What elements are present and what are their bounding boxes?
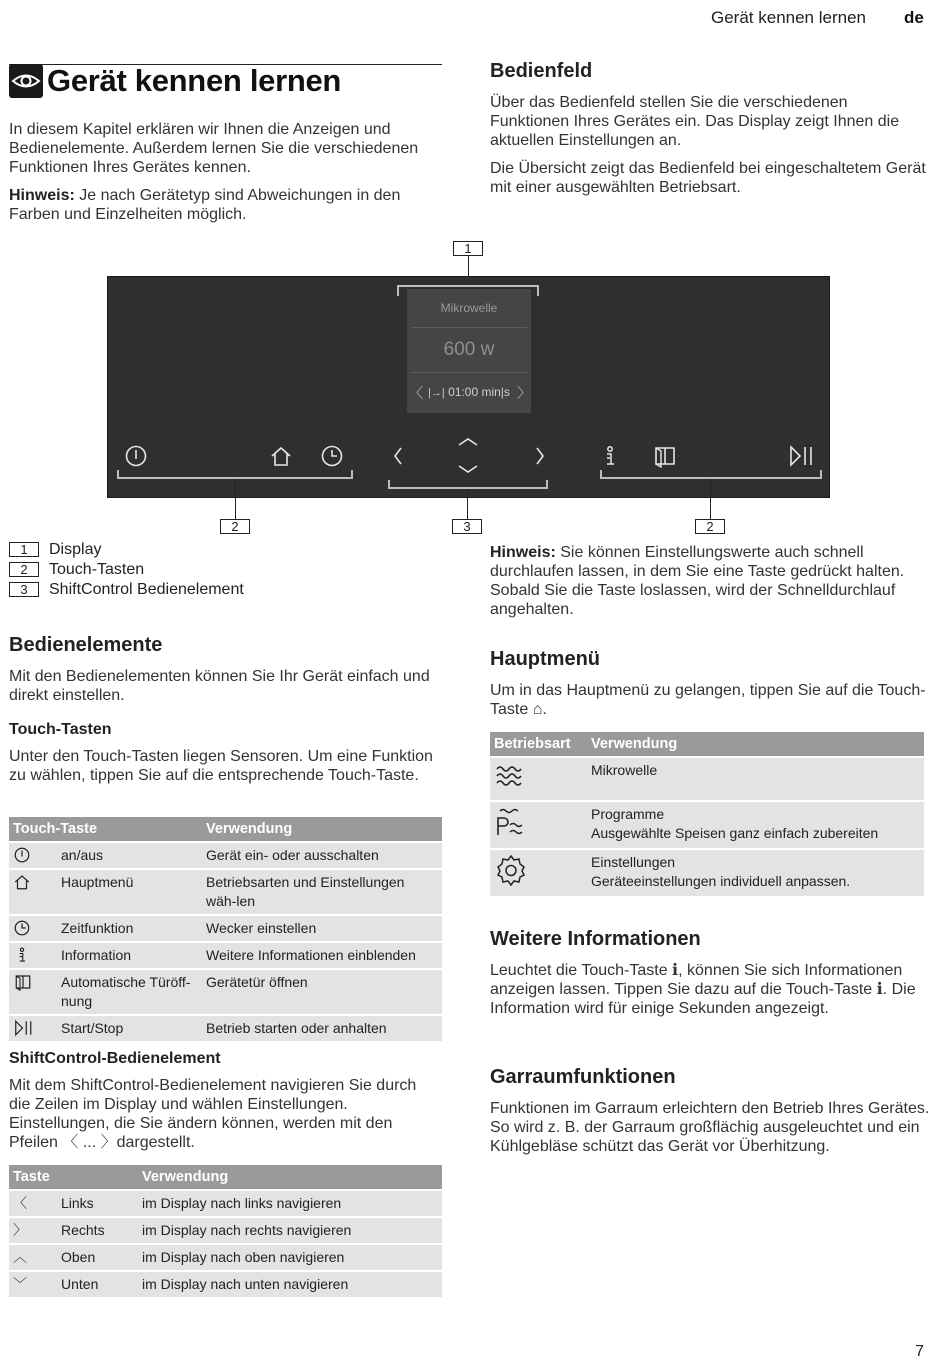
panel-down-arrow-icon[interactable] <box>456 461 480 482</box>
intro-text <box>9 120 442 224</box>
door-icon <box>9 970 57 1014</box>
table-cell: im Display nach oben navigieren <box>138 1245 442 1270</box>
table-cell: im Display nach links navigieren <box>138 1191 442 1216</box>
hauptmenu-heading: Hauptmenü <box>490 648 600 670</box>
table-cell: Links <box>57 1191 138 1216</box>
right-note-label: Hinweis: <box>490 544 556 561</box>
garraum-heading: Garraumfunktionen <box>490 1066 676 1088</box>
table-row <box>9 870 442 914</box>
callout-2a: 2 <box>220 519 250 534</box>
callout-2b-leader <box>710 479 711 519</box>
running-header-title: Gerät kennen lernen <box>711 8 866 27</box>
eye-icon <box>9 64 43 98</box>
table-row <box>490 758 924 800</box>
table-header: Taste <box>9 1165 138 1189</box>
shift-bracket <box>388 480 548 489</box>
weitere-text: Leuchtet die Touch-Taste ℹ, können Sie sich Informationen anzeigen lassen. Tippen Sie dazu auf die Touch-Taste ℹ. Die Information wird für einige Sekunden angezeigt. <box>490 962 916 1017</box>
table-row <box>9 943 442 968</box>
panel-power-icon[interactable] <box>124 444 148 473</box>
weitere-heading: Weitere Informationen <box>490 928 701 950</box>
bedienfeld-heading: Bedienfeld <box>490 60 593 82</box>
table-cell: im Display nach unten navigieren <box>138 1272 442 1297</box>
table-row <box>9 916 442 941</box>
shift-text: Mit dem ShiftControl-Bedienelement navigieren Sie durch die Zeilen im Display und wählen Einstellungen. Einstellungen, die Sie ändern können, werden mit den Pfeilen 〈 ... 〉dargestellt. <box>9 1077 417 1151</box>
legend-item <box>9 541 101 559</box>
table-cell: Gerät ein- oder ausschalten <box>202 843 442 868</box>
table-row <box>9 970 442 1014</box>
table-cell: Automatische Türöff-nung <box>57 970 202 1014</box>
panel-up-arrow-icon[interactable] <box>456 434 480 455</box>
duration-icon: |→| <box>428 387 445 399</box>
callout-2a-leader <box>235 479 236 519</box>
panel-home-icon[interactable] <box>269 444 293 473</box>
note-text: Je nach Gerätetyp sind Abweichungen in den Farben und Einzelheiten möglich. <box>9 187 401 223</box>
display-time-value: 01:00 min|s <box>448 385 510 399</box>
start-stop-icon <box>9 1016 57 1041</box>
callout-2b: 2 <box>695 519 725 534</box>
microwave-icon <box>490 758 587 800</box>
hauptmenu-text: Um in das Hauptmenü zu gelangen, tippen Sie auf die Touch-Taste ⌂. <box>490 682 926 718</box>
garraum-text: Funktionen im Garraum erleichtern den Betrieb Ihres Gerätes. So wird z. B. der Garraum großflächig ausgeleuchtet und ein Kühlgebläse schützt das Gerät vor Überhitzung. <box>490 1100 930 1155</box>
note-label: Hinweis: <box>9 187 75 204</box>
table-cell: Information <box>57 943 202 968</box>
display-mode: Mikrowelle <box>440 301 498 315</box>
legend-label: ShiftControl Bedienelement <box>49 581 244 598</box>
legend-label: Touch-Tasten <box>49 561 145 578</box>
left-arrow-icon: 〈 <box>9 1191 57 1216</box>
touch-table <box>9 815 442 1043</box>
mode-name: Einstellungen <box>591 854 676 870</box>
callout-3: 3 <box>452 519 482 534</box>
bedienfeld-paragraph-1: Über das Bedienfeld stellen Sie die verschiedenen Funktionen Ihres Gerätes ein. Das Display zeigt Ihnen die aktuellen Einstellungen an. <box>490 94 900 149</box>
down-arrow-icon: ﹀ <box>9 1272 57 1297</box>
table-row <box>9 1245 442 1270</box>
callout-3-leader <box>467 489 468 519</box>
panel-left-arrow-icon[interactable] <box>388 444 408 473</box>
table-cell: Betrieb starten oder anhalten <box>202 1016 442 1041</box>
table-header-row <box>9 817 442 841</box>
table-header: Touch-Taste <box>9 817 202 841</box>
panel-door-icon[interactable] <box>652 444 678 473</box>
table-cell: Unten <box>57 1272 138 1297</box>
legend-number: 3 <box>9 582 39 597</box>
table-cell: Rechts <box>57 1218 138 1243</box>
shift-table <box>9 1163 442 1299</box>
intro-paragraph: In diesem Kapitel erklären wir Ihnen die Anzeigen und Bedienelemente. Außerdem lernen Sie die verschiedenen Funktionen Ihres Gerätes kennen. <box>9 121 419 176</box>
display-right-arrow-icon: 〉 <box>517 385 531 401</box>
legend-label: Display <box>49 541 102 558</box>
page-number: 7 <box>915 1343 924 1360</box>
table-row <box>9 843 442 868</box>
shift-heading: ShiftControl-Bedienelement <box>9 1050 221 1067</box>
mode-desc: Geräteeinstellungen individuell anpassen. <box>591 873 851 889</box>
legend-number: 2 <box>9 562 39 577</box>
panel-info-icon[interactable] <box>598 444 622 473</box>
bedienelemente-heading: Bedienelemente <box>9 634 163 656</box>
bedienfeld-text <box>490 93 930 197</box>
clock-icon <box>9 916 57 941</box>
table-header: Verwendung <box>138 1165 442 1189</box>
programs-icon <box>490 802 587 848</box>
table-cell: Wecker einstellen <box>202 916 442 941</box>
touch-bracket-left <box>117 470 353 479</box>
mode-desc: Ausgewählte Speisen ganz einfach zubereiten <box>591 825 879 841</box>
panel-start-stop-icon[interactable] <box>788 444 816 473</box>
info-icon <box>9 943 57 968</box>
display-left-arrow-icon: 〈 <box>409 385 423 401</box>
display-divider-top <box>411 327 527 328</box>
panel-right-arrow-icon[interactable] <box>530 444 550 473</box>
table-header-row <box>9 1165 442 1189</box>
table-cell: Hauptmenü <box>57 870 202 914</box>
bedienfeld-paragraph-2: Die Übersicht zeigt das Bedienfeld bei eingeschaltetem Gerät mit einer ausgewählten Betriebsart. <box>490 160 926 196</box>
bedienelemente-text: Mit den Bedienelementen können Sie Ihr Gerät einfach und direkt einstellen. <box>9 668 430 704</box>
touch-tasten-heading: Touch-Tasten <box>9 721 112 738</box>
legend-item <box>9 561 144 579</box>
table-cell: Start/Stop <box>57 1016 202 1041</box>
table-cell: an/aus <box>57 843 202 868</box>
table-header-row <box>490 732 924 756</box>
table-row <box>490 802 924 848</box>
legend-number: 1 <box>9 542 39 557</box>
table-cell: im Display nach rechts navigieren <box>138 1218 442 1243</box>
mode-name: Mikrowelle <box>591 762 658 778</box>
touch-tasten-text: Unter den Touch-Tasten liegen Sensoren. Um eine Funktion zu wählen, tippen Sie auf die entsprechende Touch-Taste. <box>9 748 433 784</box>
table-cell <box>587 850 924 896</box>
touch-bracket-right <box>600 470 822 479</box>
display-power: 600 w <box>443 339 495 360</box>
power-icon <box>9 843 57 868</box>
display-time <box>407 385 531 399</box>
table-cell: Gerätetür öffnen <box>202 970 442 1014</box>
mode-name: Programme <box>591 806 665 822</box>
note-paragraph <box>9 186 442 224</box>
table-header: Verwendung <box>202 817 442 841</box>
home-icon <box>9 870 57 914</box>
right-note-text: Sie können Einstellungswerte auch schnell durchlaufen lassen, in dem Sie eine Taste gedrückt halten. Sobald Sie die Taste loslassen, wird der Schnelldurchlauf angehalten. <box>490 544 905 618</box>
table-row <box>9 1218 442 1243</box>
table-cell: Weitere Informationen einblenden <box>202 943 442 968</box>
up-arrow-icon: ︿ <box>9 1245 57 1270</box>
display-divider-bottom <box>411 372 527 373</box>
page-title: Gerät kennen lernen <box>47 63 342 98</box>
settings-gear-icon <box>490 850 587 896</box>
legend-item <box>9 581 244 599</box>
language-tag: de <box>904 8 924 27</box>
table-header: Betriebsart <box>490 732 587 756</box>
table-row <box>9 1191 442 1216</box>
table-header: Verwendung <box>587 732 924 756</box>
table-row <box>9 1016 442 1041</box>
table-cell: Oben <box>57 1245 138 1270</box>
right-note <box>490 543 930 619</box>
callout-1: 1 <box>453 241 483 256</box>
right-arrow-icon: 〉 <box>9 1218 57 1243</box>
table-cell: Zeitfunktion <box>57 916 202 941</box>
table-row <box>9 1272 442 1297</box>
table-cell <box>587 802 924 848</box>
table-cell: Betriebsarten und Einstellungen wäh-len <box>202 870 442 914</box>
display-screen <box>407 289 531 413</box>
table-row <box>490 850 924 896</box>
panel-clock-icon[interactable] <box>320 444 344 473</box>
table-cell <box>587 758 924 800</box>
mode-table <box>490 730 924 898</box>
